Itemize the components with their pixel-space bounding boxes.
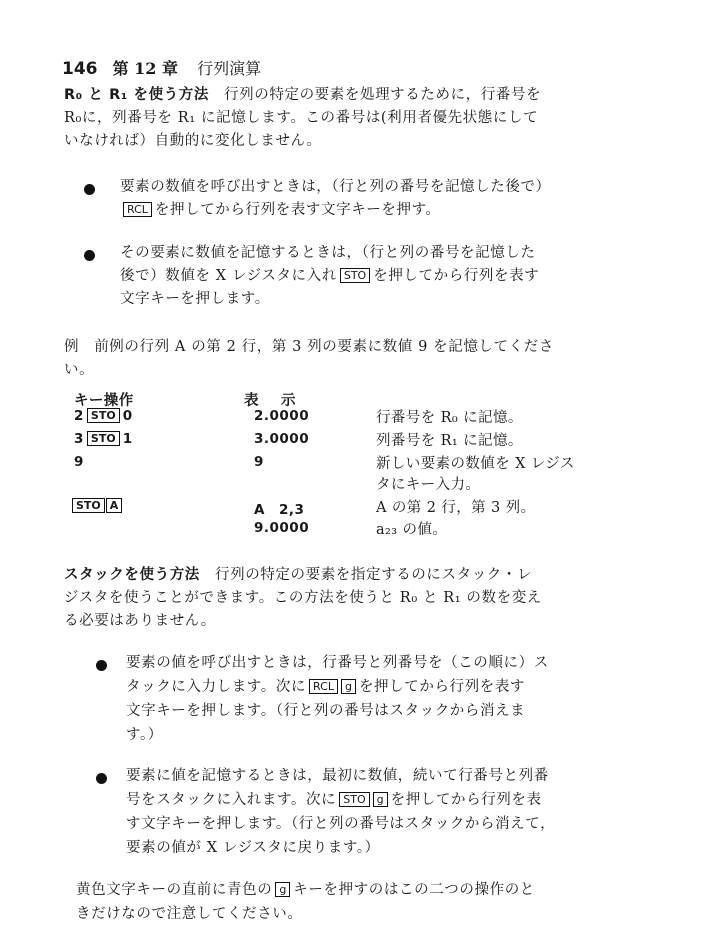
footer-paragraph — [76, 878, 636, 926]
rcl-key: RCL — [309, 679, 338, 694]
example-paragraph — [64, 336, 624, 382]
bullet-icon — [96, 660, 108, 672]
sto-key: STO — [87, 431, 120, 446]
note-cell: a₂₃ の値。 — [376, 522, 448, 538]
note-cell: 新しい要素の数値を X レジス — [376, 456, 575, 472]
text-line: 文字キーを押します。（行と列の番号はスタックから消えま — [126, 703, 526, 719]
text-line: タックに入力します。次に RCL g を押してから行列を表す — [126, 679, 526, 695]
sto-key: STO — [72, 498, 105, 513]
text-line: 要素に値を記憶するときは，最初に数値，続いて行番号と列番 — [126, 768, 549, 784]
text-line: R₀ と R₁ を使う方法 行列の特定の要素を処理するために，行番号を — [64, 87, 542, 103]
text-line: RCL を押してから行列を表す文字キーを押す。 — [120, 199, 551, 222]
col-header-keys: キー操作 — [74, 392, 134, 409]
text-line: 黄色文字キーの直前に青色の g キーを押すのはこの二つの操作のと — [76, 882, 535, 898]
text-line: 例 前例の行列 A の第 2 行，第 3 列の要素に数値 9 を記憶してくださ — [64, 339, 554, 355]
text-line: ジスタを使うことができます。この方法を使うと R₀ と R₁ の数を変え — [64, 590, 542, 606]
text-line: 後で）数値を X レジスタに入れ STO を押してから行列を表す — [120, 268, 540, 284]
text-line: スタックを使う方法 行列の特定の要素を指定するのにスタック・レ — [64, 567, 533, 583]
sto-key: STO — [87, 408, 120, 423]
text-line: 要素の値が X レジスタに戻ります。） — [126, 840, 380, 856]
keystroke-cell: 2 STO 0 — [74, 408, 133, 424]
bullet-item — [126, 651, 549, 747]
stack-paragraph — [64, 564, 624, 633]
bullet-item — [120, 242, 539, 311]
chapter-title: 行列演算 — [197, 59, 262, 78]
display-cell: 2.0000 — [254, 408, 310, 424]
display-cell: 3.0000 — [254, 431, 310, 447]
text-line: 号をスタックに入れます。次に STO g を押してから行列を表 — [126, 792, 542, 808]
text-line: い。 — [64, 362, 95, 378]
text-line: R₀に，列番号を R₁ に記憶します。この番号は(利用者優先状態にして — [64, 110, 539, 126]
a-key: A — [106, 498, 123, 513]
text-line: 要素の数値を呼び出すときは，（行と列の番号を記憶した後で） — [120, 179, 551, 195]
g-key: g — [275, 882, 290, 897]
chapter-label: 第 12 章 — [112, 59, 179, 78]
note-cell: タにキー入力。 — [376, 477, 481, 493]
sto-key: STO — [339, 792, 369, 807]
keystroke-cell: 9 — [74, 454, 84, 470]
display-cell: 9.0000 — [254, 520, 310, 536]
note-cell: 列番号を R₁ に記憶。 — [376, 433, 523, 449]
bullet-icon — [84, 184, 96, 196]
display-cell: 9 — [254, 454, 264, 470]
bullet-item — [120, 176, 551, 222]
section-heading: R₀ と R₁ を使う方法 — [64, 87, 209, 103]
text-line: 要素の値を呼び出すときは，行番号と列番号を（この順に）ス — [126, 655, 549, 671]
text-line: その要素に数値を記憶するときは，（行と列の番号を記憶した — [120, 245, 536, 261]
bullet-icon — [96, 773, 108, 785]
bullet-icon — [84, 250, 96, 262]
page-number: 146 — [62, 59, 98, 79]
sto-key: STO — [340, 268, 370, 283]
text-line: る必要はありません。 — [64, 613, 216, 629]
g-key: g — [341, 679, 356, 694]
keystroke-cell — [72, 498, 125, 514]
text-line: す。） — [126, 727, 163, 743]
rcl-key: RCL — [123, 202, 152, 217]
note-cell: A の第 2 行，第 3 列。 — [376, 500, 536, 516]
keystroke-cell: 3 STO 1 — [74, 431, 133, 447]
col-header-display: 表 示 — [244, 392, 300, 409]
section-heading: スタックを使う方法 — [64, 567, 200, 583]
g-key: g — [373, 792, 388, 807]
page-header — [62, 56, 261, 79]
intro-paragraph — [64, 84, 624, 153]
text-line: す文字キーを押します。（行と列の番号はスタックから消えて， — [126, 816, 556, 832]
text-line: きだけなので注意してください。 — [76, 906, 303, 922]
display-cell: A 2,3 — [254, 502, 305, 518]
bullet-item — [126, 764, 555, 860]
text-line: 文字キーを押します。 — [120, 291, 270, 307]
note-cell: 行番号を R₀ に記憶。 — [376, 410, 523, 426]
text-line: いなければ）自動的に変化しません。 — [64, 133, 322, 149]
